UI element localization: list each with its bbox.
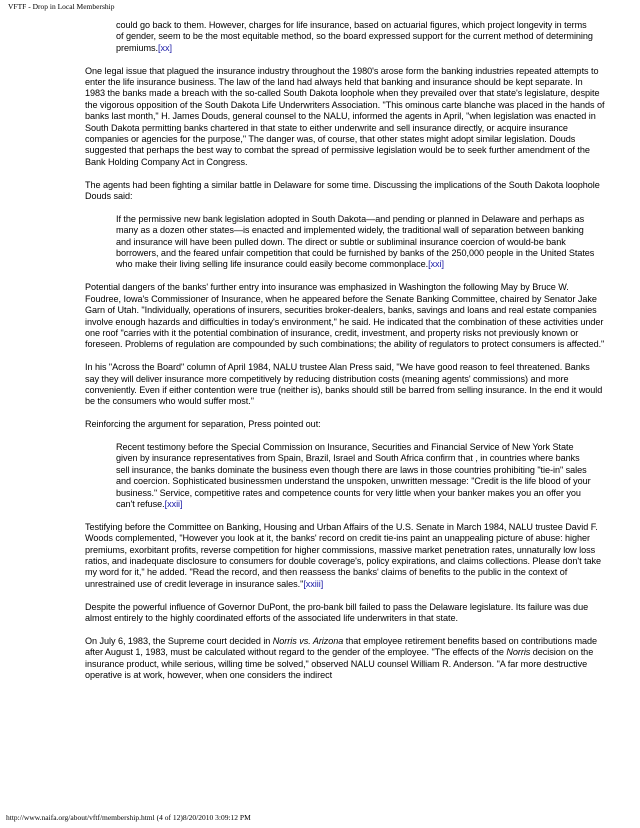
footnote-link[interactable]: [xx] [158,42,172,53]
body-paragraph [85,636,605,682]
paragraph-text: On July 6, 1983, the Supreme court decided in [85,635,273,646]
footnote-link[interactable]: [xxi] [428,259,444,270]
footnote-link[interactable]: [xxiii] [303,578,324,589]
paragraph-text: Testifying before the Committee on Banking, Housing and Urban Affairs of the U.S. Senate in March 1984, NALU trustee David F. Woods complemented, "However you look at it, the banks' record on credit tie-ins paint an unappealing picture of abuse: higher premiums, exorbitant profits, reverse competition for higher commissions, massive market penetration rates, unnaturally low loss ratios, and inadequate disclosure to consumers for double coverage's, policy expirations, and claims collections. Please don't take my word for it," he added. "Read the record, and then reassess the banks' claims of benefits to the public in the context of unrestrained use of credit leverage in insurance sales." [85,521,602,589]
body-paragraph: The agents had been fighting a similar battle in Delaware for some time. Discussing the implications of the South Dakota loophole Douds said: [85,179,600,202]
paragraph-text: If the permissive new bank legislation adopted in South Dakota—and pending or planned in Delaware and perhaps as many as a dozen other states—is enacted and implemented widely, the traditional wall of separation between banking and insurance will have been pulled down. The direct or subtle or subliminal insurance coercion of would-be bank borrowers, and the feared unfair competition that could be furnished by banks of the 250,000 people in the United States who make their living selling life insurance could easily become commonplace. [116,213,595,270]
case-name: Norris vs. Arizona [272,635,344,646]
body-paragraph: In his "Across the Board" column of April 1984, NALU trustee Alan Press said, "We have good reason to feel threatened. Banks say they will deliver insurance more competitively by reducing distribution costs (meaning agents' commissions) and more conveniently. Even if either contention were true (neither is), banks should still be barred from selling insurance. In the end it would be the consumers who would suffer most." [85,362,603,407]
quote-paragraph [116,442,595,510]
quote-paragraph [116,20,595,54]
quote-paragraph [116,214,595,271]
document-body [85,20,605,693]
page-header: VFTF - Drop in Local Membership [8,2,115,11]
case-name: Norris [506,647,531,658]
footnote-link[interactable]: [xxii] [164,498,183,509]
body-paragraph: Reinforcing the argument for separation, Press pointed out: [85,419,321,430]
paragraph-text: that employee retirement benefits based on contributions made after August 1, 1983, must be calculated without regard to the gender of the employee. "The effects of the [85,635,598,658]
paragraph-text: could go back to them. However, charges for life insurance, based on actuarial figures, which project longevity in terms of gender, seem to be the most equitable method, so the board expressed support for the current method of determining premiums. [116,20,593,53]
paragraph-text: decision on the insurance product, while serious, willing time be solved," observed NALU counsel William R. Anderson. "A far more destructive operative is at work, however, when one considers the indirect [85,647,594,680]
body-paragraph: Potential dangers of the banks' further entry into insurance was emphasized in Washington the following May by Bruce W. Foudree, Iowa's Commissioner of Insurance, when he appeared before the Senate Banking Committee, chaired by Senator Jake Garn of Utah. "Individually, operations of insurers, securities broker-dealers, banks, savings and loans and real estate companies involve enough hazards and difficulties in today's environment," he said. He indicated that the combination of these activities under one roof "carries with it the potential combination of insurance, credit, investment, and property risks not previously known or foreseen. Problems of regulation are compounded by such combinations; the ability of regulators to protect consumers is affected." [85,282,605,350]
paragraph-text: Recent testimony before the Special Commission on Insurance, Securities and Financial Service of New York State given by insurance representatives from Spain, Brazil, Israel and South Africa confirm that , in countries where banks sell insurance, the banks dominate the business even though there are laws in those countries prohibiting "tie-in" sales and coercion. Sophisticated businessmen understand the unspoken, unwritten message: "Credit is the life blood of your business." Service, competitive rates and competence counts for very little when your banker makes you an offer you can't refuse. [116,441,591,509]
body-paragraph: Despite the powerful influence of Governor DuPont, the pro-bank bill failed to pass the Delaware legislature. Its failure was due almost entirely to the highly coordinated efforts of the associated life underwriters in that state. [85,601,589,623]
page-footer: http://www.naifa.org/about/vftf/membership.html (4 of 12)8/20/2010 3:09:12 PM [6,813,251,822]
body-paragraph: One legal issue that plagued the insurance industry throughout the 1980's arose form the banking industries repeated attempts to enter the life insurance business. The law of the land had always held that banking and insurance should be kept separate. In 1983 the banks made a breach with the so-called South Dakota loophole when they prevailed over that state's legislature, despite the vigorous opposition of the South Dakota Life Underwriters Association. "This ominous carte blanche was placed in the hands of banks last month," H. James Douds, general counsel to the NALU, informed the agents in April, "when legislation was enacted in South Dakota permitting banks chartered in that state to either underwrite and sell insurance directly, or acquire insurance companies or agencies for the purpose," The danger was, of course, that other states might adopt similar legislation. Douds suggested that perhaps the best way to combat the spread of permissive legislation would be to seek further amendment of the Bank Holding Company Act in Congress. [85,65,605,167]
body-paragraph [85,522,605,590]
